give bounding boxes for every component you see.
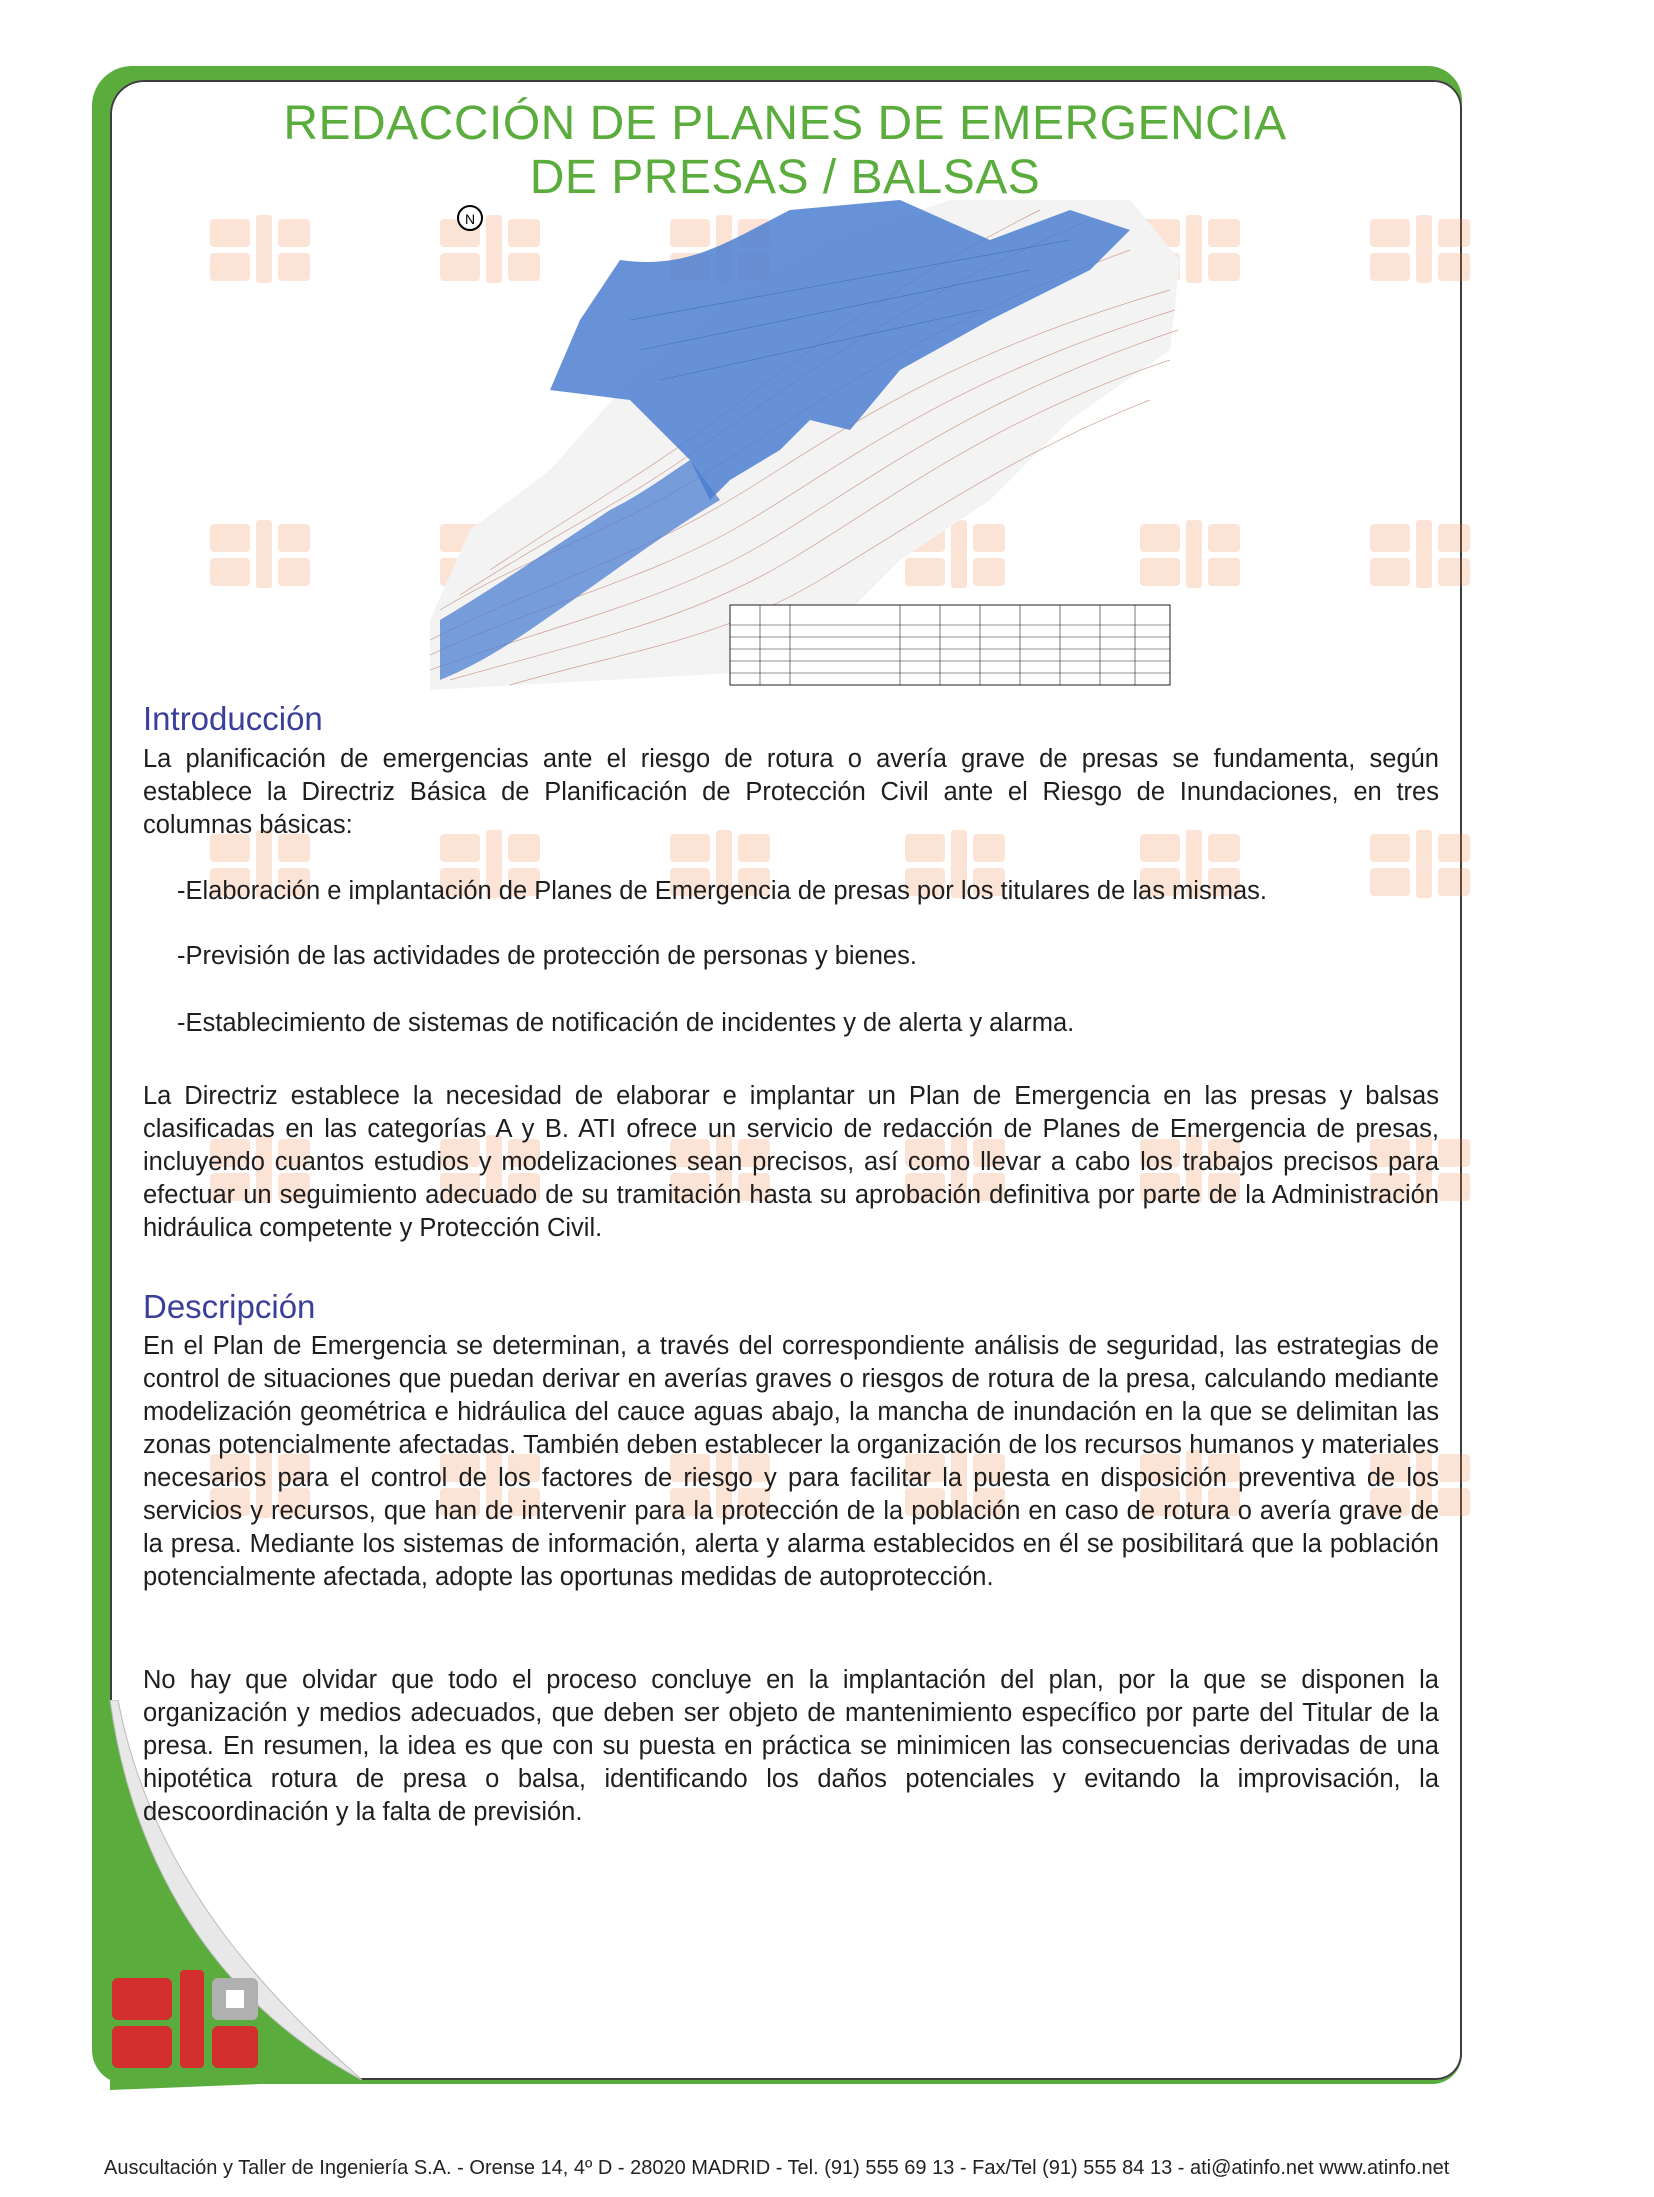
ati-logo-icon (112, 1970, 260, 2070)
watermark-logo-icon (210, 215, 310, 285)
watermark-logo-icon (1370, 215, 1470, 285)
watermark-logo-icon (1370, 520, 1470, 590)
flood-map-figure (430, 200, 1180, 690)
intro-bullet-3: -Establecimiento de sistemas de notificación de incidentes y de alerta y alarma. (177, 1009, 1075, 1037)
watermark-logo-icon (210, 520, 310, 590)
compass-label: N (464, 211, 476, 227)
intro-bullet-2: -Previsión de las actividades de protección de personas y bienes. (177, 942, 917, 970)
footer-contact-line: Auscultación y Taller de Ingeniería S.A. - Orense 14, 4º D - 28020 MADRID - Tel. (91) 555 69 13 - Fax/Tel (91) 555 84 13 - ati@atinfo.net www.atinfo.net (104, 2157, 1450, 2179)
page-title-line-1: REDACCIÓN DE PLANES DE EMERGENCIA (283, 97, 1287, 150)
page-title-line-2: DE PRESAS / BALSAS (529, 151, 1041, 204)
descripcion-paragraph-2: No hay que olvidar que todo el proceso concluye en la implantación del plan, por la que se disponen la organización y medios adecuados, que deben ser objeto de mantenimiento específico por parte del Titular de la presa. En resumen, la idea es que con su puesta en práctica se minimicen las consecuencias derivadas de una hipotética rotura de presa o balsa, identificando los daños potenciales y evitando la improvisación, la descoordinación y la falta de previsión. (143, 1666, 1439, 1826)
section-heading-introduccion: Introducción (143, 700, 323, 737)
intro-paragraph-1: La planificación de emergencias ante el riesgo de rotura o avería grave de presas se fundamenta, según establece la Directriz Básica de Planificación de Protección Civil ante el Riesgo de Inundaciones, en tres columnas básicas: (143, 745, 1439, 839)
descripcion-paragraph-1: En el Plan de Emergencia se determinan, a través del correspondiente análisis de seguridad, las estrategias de control de situaciones que puedan derivar en averías graves o riesgos de rotura de la presa, calculando mediante modelización geométrica e hidráulica del cauce aguas abajo, la mancha de inundación en la que se delimitan las zonas potencialmente afectadas. También deben establecer la organización de los recursos humanos y materiales necesarios para el control de los factores de riesgo y para facilitar la puesta en disposición preventiva de los servicios y recursos, que han de intervenir para la protección de la población en caso de rotura o avería grave de la presa. Mediante los sistemas de información, alerta y alarma establecidos en él se posibilitará que la población potencialmente afectada, adopte las oportunas medidas de autoprotección. (143, 1332, 1439, 1591)
intro-bullet-1: -Elaboración e implantación de Planes de Emergencia de presas por los titulares de las mismas. (177, 877, 1267, 905)
section-heading-descripcion: Descripción (143, 1288, 316, 1325)
intro-paragraph-2: La Directriz establece la necesidad de elaborar e implantar un Plan de Emergencia en las presas y balsas clasificadas en las categorías A y B. ATI ofrece un servicio de redacción de Planes de Emergencia de presas, incluyendo cuantos estudios y modelizaciones sean precisos, así como llevar a cabo los trabajos precisos para efectuar un seguimiento adecuado de su tramitación hasta su aprobación definitiva por parte de la Administración hidráulica competente y Protección Civil. (143, 1082, 1439, 1242)
